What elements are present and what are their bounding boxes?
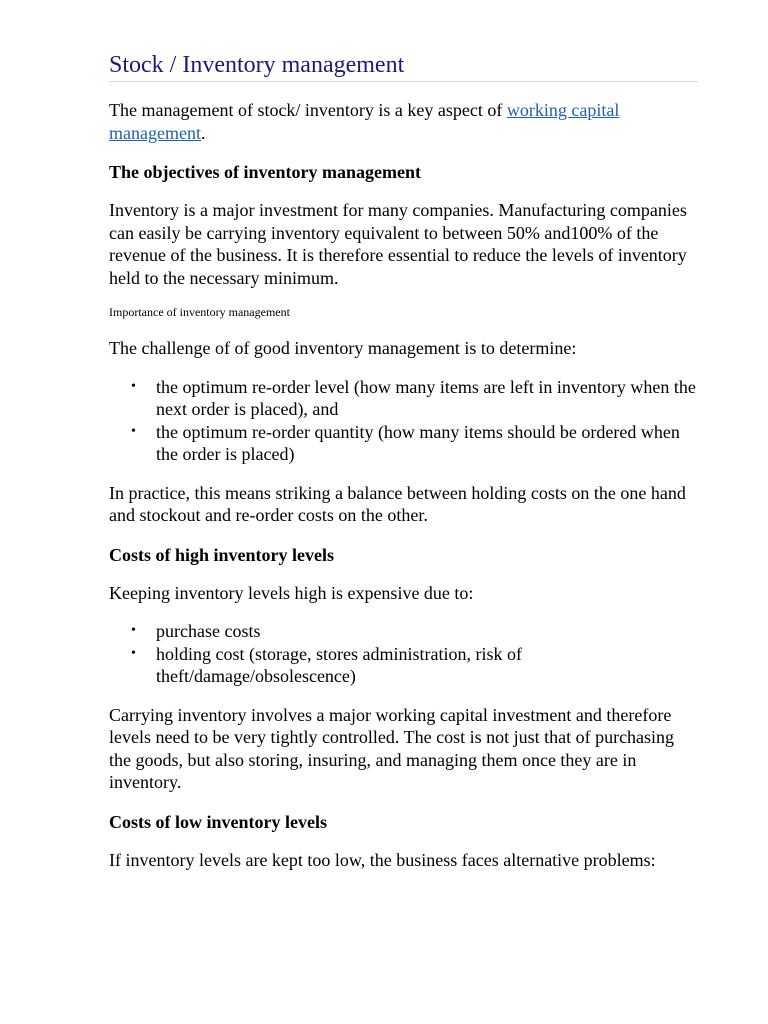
low-costs-paragraph: If inventory levels are kept too low, the business faces alternative problems: <box>109 849 656 870</box>
page-title: Stock / Inventory management <box>109 50 698 82</box>
list-item <box>131 376 698 421</box>
working-capital-link[interactable]: working capital management <box>109 100 620 143</box>
list-item <box>131 421 698 466</box>
bullet-icon: • <box>131 645 136 661</box>
challenge-paragraph: The challenge of of good inventory management is to determine: <box>109 338 577 358</box>
bullet-icon: • <box>131 623 136 638</box>
intro-text: The management of stock/ inventory is a key aspect of <box>109 100 507 120</box>
list-item-text: the optimum re-order quantity (how many items should be ordered when the order is placed) <box>156 421 680 464</box>
intro-text-end: . <box>200 122 206 143</box>
list-item-text: purchase costs <box>156 621 261 641</box>
document-page <box>109 50 698 871</box>
carrying-paragraph: Carrying inventory involves a major working capital investment and therefore levels need to be very tightly controlled. The cost is not just that of purchasing the goods, but also storing, insuring, and managing them once they are in inventory. <box>109 704 675 792</box>
list-item <box>131 643 698 688</box>
low-costs-heading: Costs of low inventory levels <box>109 811 327 832</box>
practice-paragraph: In practice, this means striking a balance between holding costs on the one hand and stockout and re-order costs on the other. <box>109 482 686 525</box>
list-item-text: the optimum re-order level (how many items are left in inventory when the next order is placed), and <box>156 376 696 419</box>
list-item-text: holding cost (storage, stores administration, risk of theft/damage/obsolescence) <box>156 643 522 686</box>
high-costs-heading: Costs of high inventory levels <box>109 544 334 565</box>
bullet-icon: • <box>131 423 136 439</box>
objectives-heading: The objectives of inventory management <box>109 162 421 182</box>
bullet-icon: • <box>131 378 136 394</box>
high-costs-intro: Keeping inventory levels high is expensive due to: <box>109 582 474 603</box>
list-item <box>131 620 698 643</box>
intro-paragraph <box>109 99 698 144</box>
high-costs-list <box>109 620 698 688</box>
importance-caption: Importance of inventory management <box>109 305 290 319</box>
objectives-paragraph: Inventory is a major investment for many companies. Manufacturing companies can easily be carrying inventory equivalent to between 50% and100% of the revenue of the business. It is therefore essential to reduce the levels of inventory held to the necessary minimum. <box>109 200 687 288</box>
challenge-list <box>109 376 698 466</box>
